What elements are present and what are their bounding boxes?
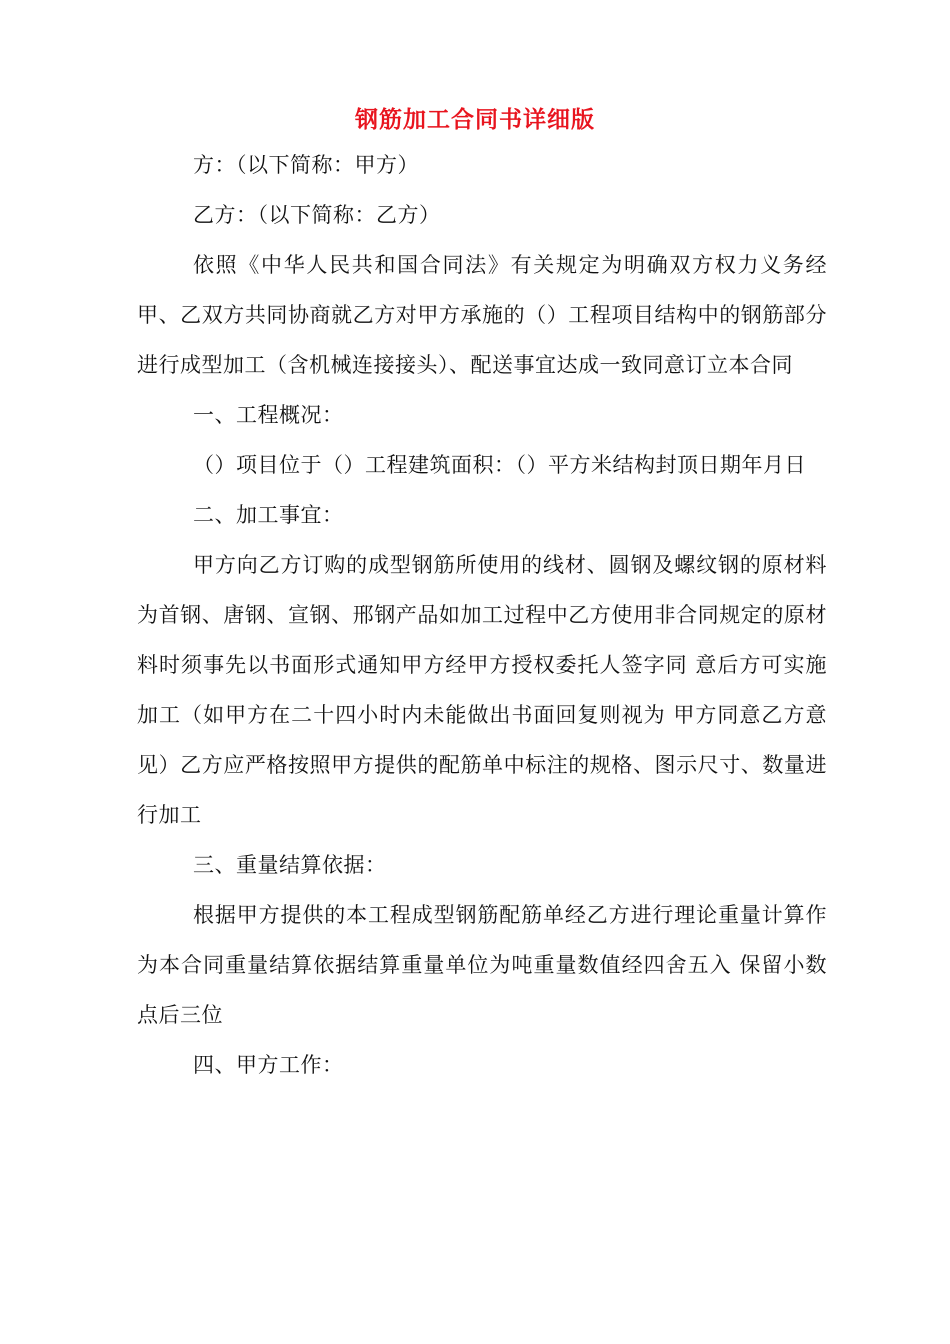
- preamble-paragraph: 依照《中华人民共和国合同法》有关规定为明确双方权力义务经甲、乙双方共同协商就乙方对甲方承施的（）工程项目结构中的钢筋部分进行成型加工（含机械连接接头）、配送事宜达成一致同意订立本合同: [137, 253, 827, 377]
- document-body: [137, 140, 827, 1090]
- processing-paragraph: 甲方向乙方订购的成型钢筋所使用的线材、圆钢及螺纹钢的原材料为首钢、唐钢、宣钢、邢钢产品如加工过程中乙方使用非合同规定的原材料时须事先以书面形式通知甲方经甲方授权委托人签字同 意后方可实施加工（如甲方在二十四小时内未能做出书面回复则视为 甲方同意乙方意见）乙方应严格按照甲方提供的配筋单中标注的规格、图示尺寸、数量进行加工: [137, 553, 827, 827]
- party-a-line: 方：（以下简称：甲方）: [193, 153, 419, 177]
- section-heading-2: 二、加工事宜：: [193, 503, 344, 527]
- weight-settlement-paragraph: 根据甲方提供的本工程成型钢筋配筋单经乙方进行理论重量计算作为本合同重量结算依据结算重量单位为吨重量数值经四舍五入 保留小数点后三位: [137, 903, 827, 1027]
- document-title: 钢筋加工合同书详细版: [355, 106, 595, 133]
- section-heading-1: 一、工程概况：: [193, 403, 344, 427]
- section-heading-4: 四、甲方工作：: [193, 1053, 344, 1077]
- section-heading-3: 三、重量结算依据：: [193, 853, 387, 877]
- party-b-line: 乙方：（以下简称：乙方）: [193, 203, 441, 227]
- project-overview-paragraph: （）项目位于（）工程建筑面积：（）平方米结构封顶日期年月日: [193, 453, 806, 477]
